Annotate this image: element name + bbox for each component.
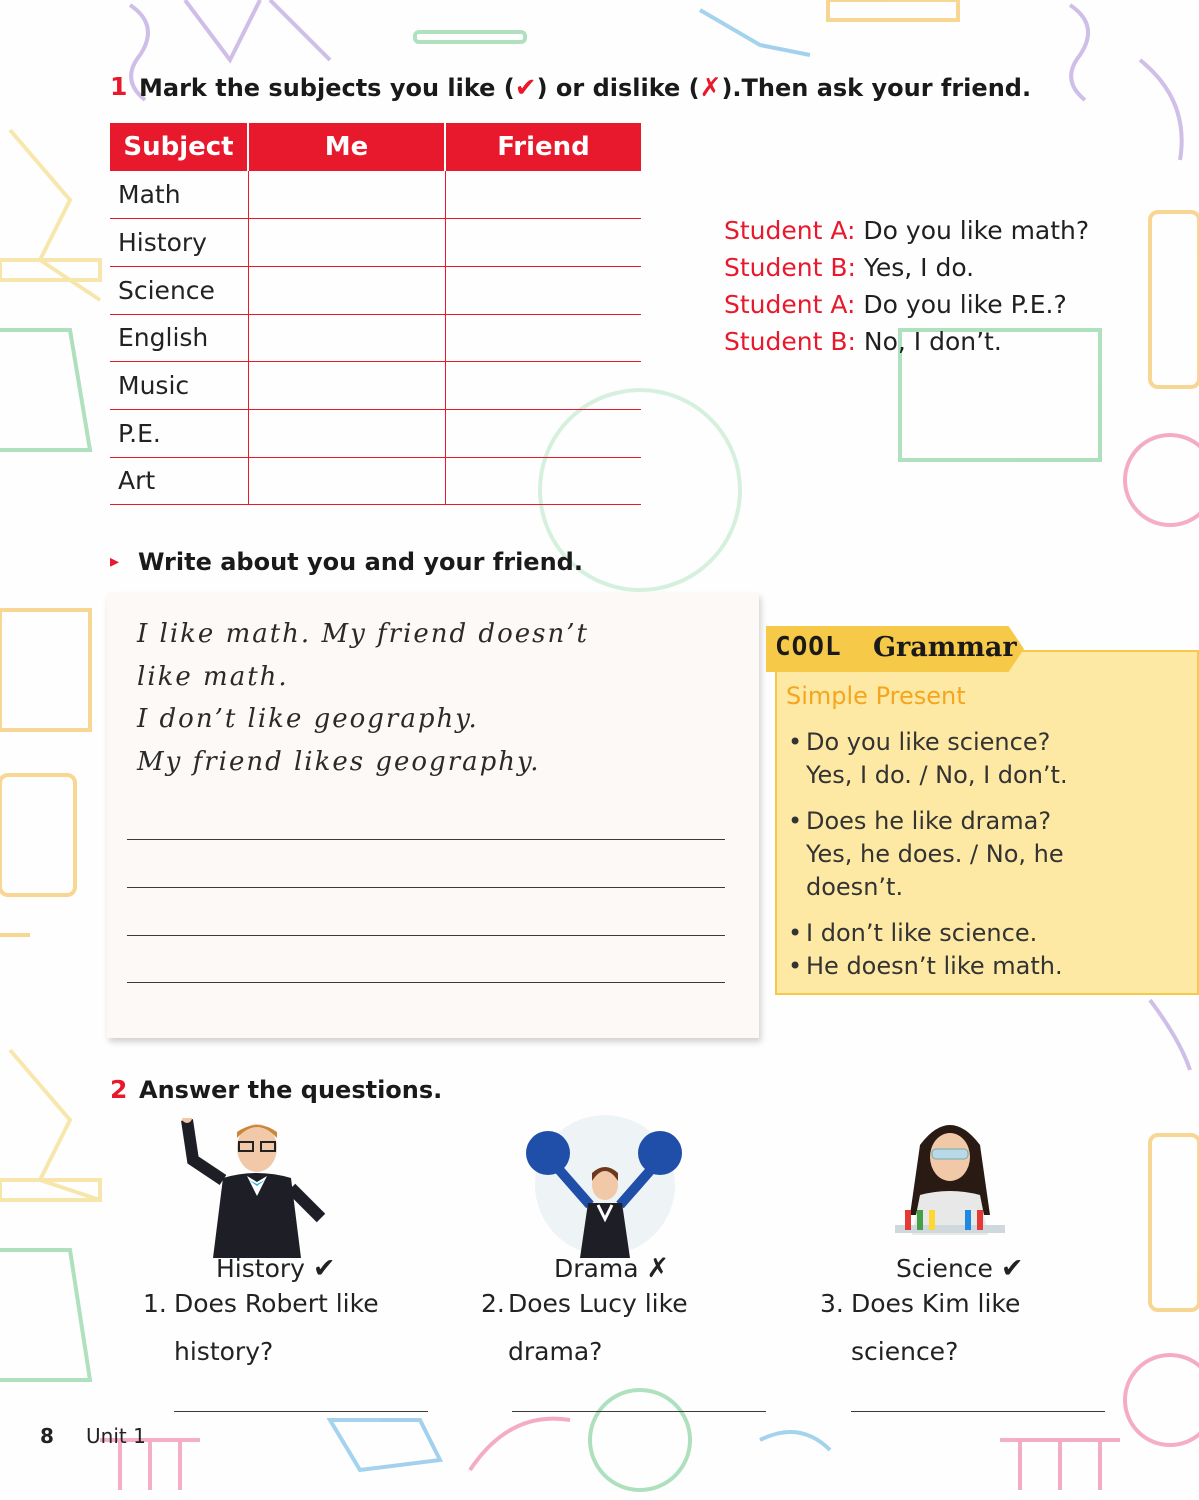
lucy-photo [520,1115,690,1260]
question-2-line-1: Does Lucy like [508,1289,688,1318]
question-3-line-2: science? [851,1337,959,1366]
friend-cell[interactable] [445,171,641,219]
exercise-1-instruction [139,73,1031,103]
me-cell[interactable] [248,219,445,267]
friend-cell[interactable] [445,362,641,410]
subject-cell: Science [110,266,248,314]
question-2-number: 2. [481,1289,505,1318]
question-2-subject: Drama [554,1254,639,1283]
sample-line: My friend likes geography. [137,747,541,777]
kim-photo [885,1115,1015,1260]
question-1-line-2: history? [174,1337,274,1366]
friend-cell[interactable] [445,219,641,267]
me-cell[interactable] [248,457,445,505]
dialogue-text: Do you like math? [855,216,1090,245]
me-cell[interactable] [248,314,445,362]
grammar-tab-label: Grammar [873,632,1017,663]
me-cell[interactable] [248,171,445,219]
table-row [110,266,641,314]
question-1-text [174,1280,414,1376]
table-row [110,171,641,219]
dialogue-speaker: Student B: [724,327,856,356]
table-row [110,409,641,457]
dialogue-line [724,212,1089,249]
header-me: Me [248,123,445,171]
question-3-text [851,1280,1091,1376]
exercise-2-number: 2 [110,1075,128,1104]
dialogue-speaker: Student A: [724,216,856,245]
writing-card [107,593,759,1038]
exercise-1-number: 1 [110,72,128,101]
writing-line[interactable] [127,887,725,888]
bullet: • [788,728,803,756]
table-row [110,457,641,505]
subject-cell: Music [110,362,248,410]
me-cell[interactable] [248,266,445,314]
answer-line-1[interactable] [174,1411,428,1412]
dialogue-text: Yes, I do. [855,253,975,282]
dialogue-text: No, I don’t. [855,327,1002,356]
grammar-line: doesn’t. [806,873,904,901]
sample-line: like math. [137,662,289,692]
grammar-item [788,917,1188,950]
me-cell[interactable] [248,362,445,410]
subject-cell: P.E. [110,409,248,457]
grammar-line: Does he like drama? [806,807,1052,835]
writing-line[interactable] [127,839,725,840]
grammar-item [788,805,1188,905]
me-cell[interactable] [248,409,445,457]
question-3-subject: Science [896,1254,993,1283]
answer-line-2[interactable] [512,1411,766,1412]
dialogue-line [724,286,1089,323]
grammar-item [788,950,1188,983]
table-row [110,219,641,267]
cross-mark-icon: ✗ [699,73,722,103]
subjects-table [110,123,641,505]
exercise-1-heading [110,72,127,101]
check-mark-icon: ✔ [514,73,537,103]
subject-cell: English [110,314,248,362]
question-1-number: 1. [143,1289,167,1318]
page-number: 8 [40,1424,54,1448]
dialogue-line [724,249,1089,286]
writing-line[interactable] [127,982,725,983]
subject-cell: Art [110,457,248,505]
friend-cell[interactable] [445,457,641,505]
grammar-line: I don’t like science. [806,919,1038,947]
arrow-icon: ▸ [110,551,120,572]
sample-line: I like math. My friend doesn’t [137,619,589,649]
bullet: • [788,919,803,947]
friend-cell[interactable] [445,266,641,314]
question-1-line-1: Does Robert like [174,1289,379,1318]
grammar-title: Simple Present [786,682,966,710]
grammar-line: Yes, he does. / No, he [806,840,1064,868]
subject-cell: History [110,219,248,267]
sample-line: I don’t like geography. [137,704,479,734]
cool-logo: COOL [775,632,842,662]
write-instruction: Write about you and your friend. [138,548,583,576]
grammar-line: Yes, I do. / No, I don’t. [806,761,1068,789]
friend-cell[interactable] [445,314,641,362]
grammar-item [788,726,1188,796]
bullet: • [788,952,803,980]
check-mark-icon: ✔ [312,1253,336,1284]
instruction-part-b: ) or dislike ( [536,74,700,102]
dialogue-text: Do you like P.E.? [855,290,1067,319]
dialogue-speaker: Student A: [724,290,856,319]
question-1-subject: History [216,1254,305,1283]
exercise-2-instruction: Answer the questions. [139,1076,443,1104]
question-3-number: 3. [820,1289,844,1318]
question-2-text [508,1280,748,1376]
bullet: • [788,807,803,835]
unit-label: Unit 1 [86,1424,146,1448]
example-dialogue [724,212,1089,360]
dialogue-line [724,323,1089,360]
cross-mark-icon: ✗ [646,1253,670,1284]
question-2-line-2: drama? [508,1337,603,1366]
grammar-line: He doesn’t like math. [806,952,1063,980]
table-row [110,314,641,362]
header-subject: Subject [110,123,248,171]
question-3-line-1: Does Kim like [851,1289,1021,1318]
friend-cell[interactable] [445,409,641,457]
header-friend: Friend [445,123,641,171]
dialogue-speaker: Student B: [724,253,856,282]
instruction-part-c: ).Then ask your friend. [721,74,1032,102]
grammar-line: Do you like science? [806,728,1051,756]
subject-cell: Math [110,171,248,219]
answer-line-3[interactable] [851,1411,1105,1412]
robert-photo [175,1118,335,1258]
writing-line[interactable] [127,935,725,936]
check-mark-icon: ✔ [1000,1253,1024,1284]
table-row [110,362,641,410]
instruction-part-a: Mark the subjects you like ( [139,74,515,102]
